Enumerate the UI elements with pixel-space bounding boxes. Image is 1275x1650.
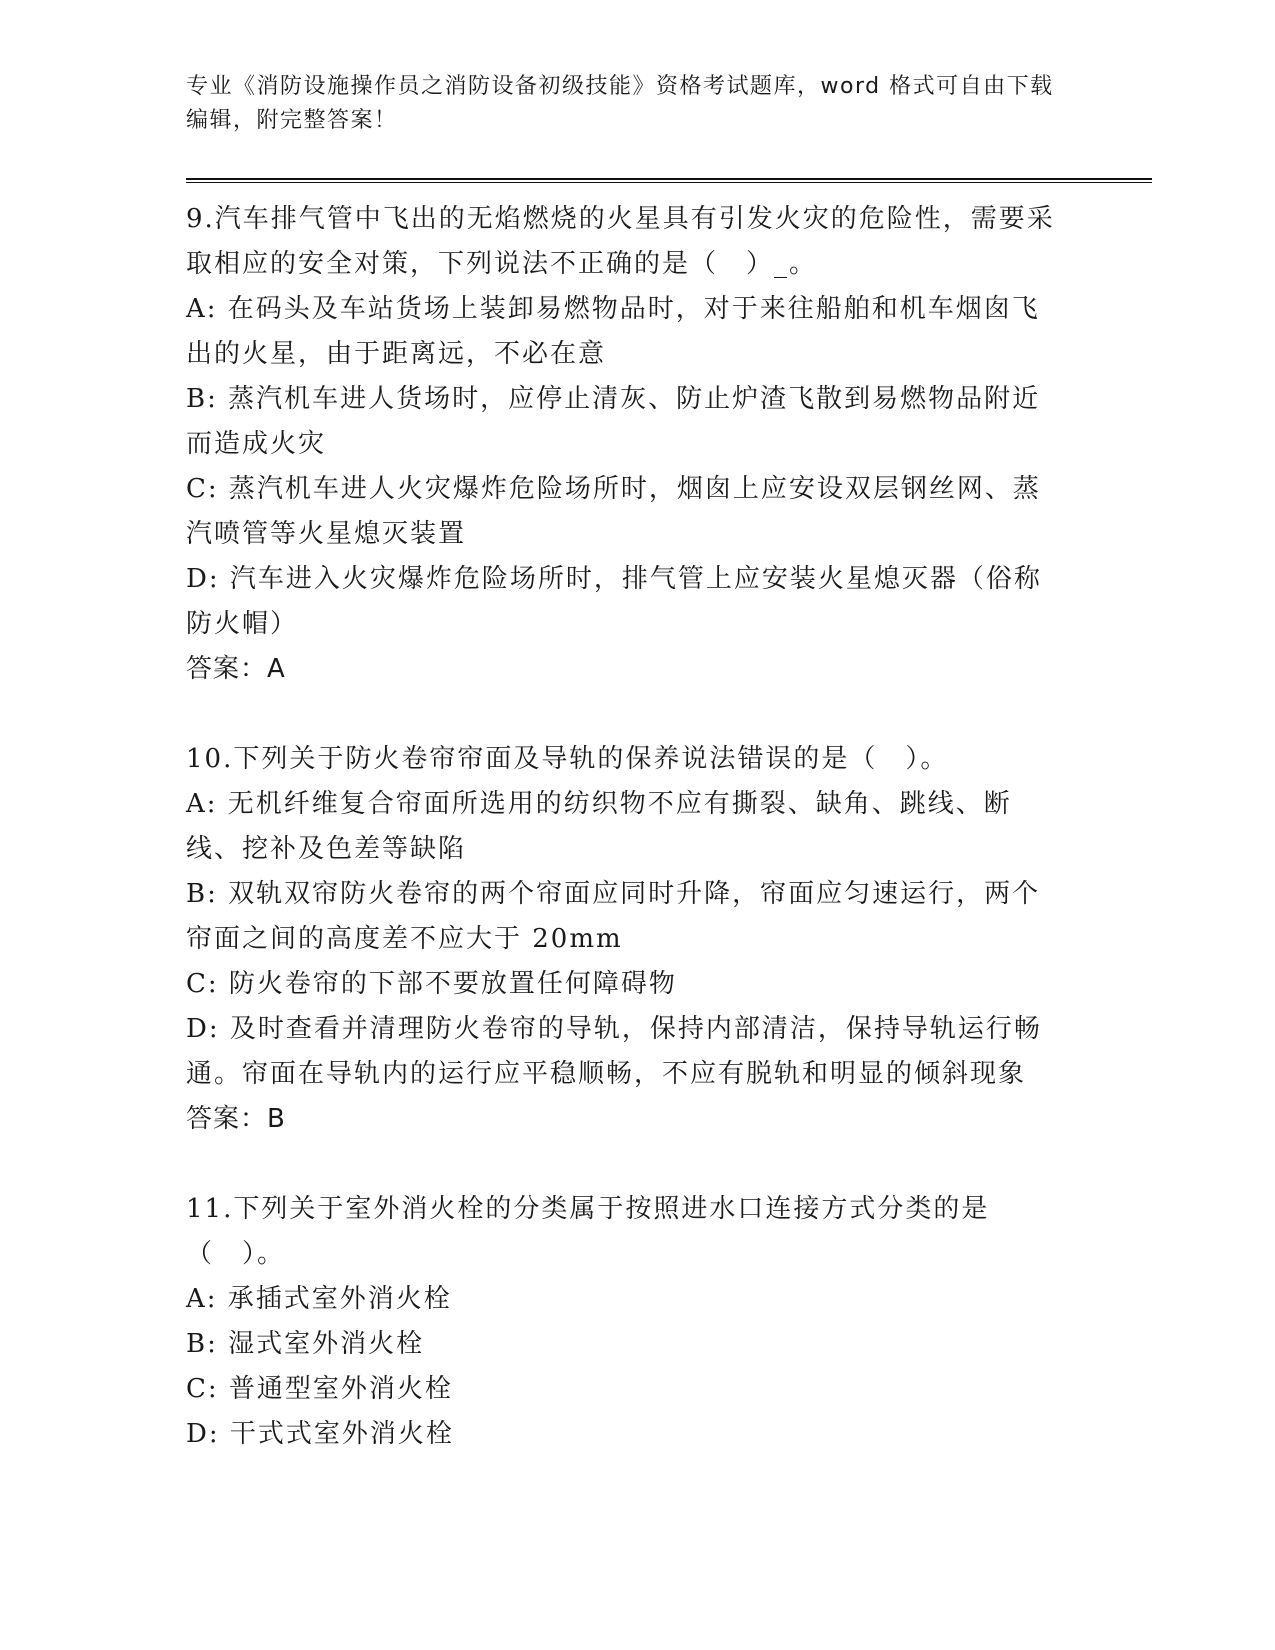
header-divider [186, 178, 1152, 183]
answer-label: 答案：A [186, 654, 286, 684]
question-10 [186, 737, 1066, 1142]
question-9 [186, 197, 1066, 692]
option-c: C: 蒸汽机车进人火灾爆炸危险场所时，烟囱上应安设双层钢丝网、蒸汽喷管等火星熄灭装置 [186, 474, 1041, 549]
question-stem: 9.汽车排气管中飞出的无焰燃烧的火星具有引发火灾的危险性，需要采取相应的安全对策，下列说法不正确的是（ ）_。 [186, 204, 1055, 279]
option-b: B: 湿式室外消火栓 [186, 1329, 425, 1359]
document-page [186, 70, 1066, 1457]
option-d: D: 及时查看并清理防火卷帘的导轨，保持内部清洁，保持导轨运行畅通。帘面在导轨内的运行应平稳顺畅，不应有脱轨和明显的倾斜现象 [186, 1014, 1042, 1089]
option-c: C: 防火卷帘的下部不要放置任何障碍物 [186, 969, 677, 999]
option-b: B: 蒸汽机车进人货场时，应停止清灰、防止炉渣飞散到易燃物品附近而造成火灾 [186, 384, 1041, 459]
question-stem: 10.下列关于防火卷帘帘面及导轨的保养说法错误的是（ ）。 [186, 744, 949, 774]
option-c: C: 普通型室外消火栓 [186, 1374, 453, 1404]
option-a: A: 承插式室外消火栓 [186, 1284, 452, 1314]
question-list [186, 197, 1066, 1457]
option-a: A: 无机纤维复合帘面所选用的纺织物不应有撕裂、缺角、跳线、断线、挖补及色差等缺陷 [186, 789, 1012, 864]
question-11 [186, 1187, 1066, 1457]
question-stem: 11.下列关于室外消火栓的分类属于按照进水口连接方式分类的是（ ）。 [186, 1194, 990, 1269]
document-header: 专业《消防设施操作员之消防设备初级技能》资格考试题库，word 格式可自由下载编辑，附完整答案！ [186, 74, 1054, 133]
answer-label: 答案：B [186, 1104, 286, 1134]
option-d: D: 汽车进入火灾爆炸危险场所时，排气管上应安装火星熄灭器（俗称防火帽） [186, 564, 1042, 639]
option-b: B: 双轨双帘防火卷帘的两个帘面应同时升降，帘面应匀速运行，两个帘面之间的高度差不应大于 20mm [186, 879, 1041, 954]
option-d: D: 干式式室外消火栓 [186, 1419, 454, 1449]
option-a: A: 在码头及车站货场上装卸易燃物品时，对于来往船舶和机车烟囱飞出的火星，由于距离远，不必在意 [186, 294, 1040, 369]
